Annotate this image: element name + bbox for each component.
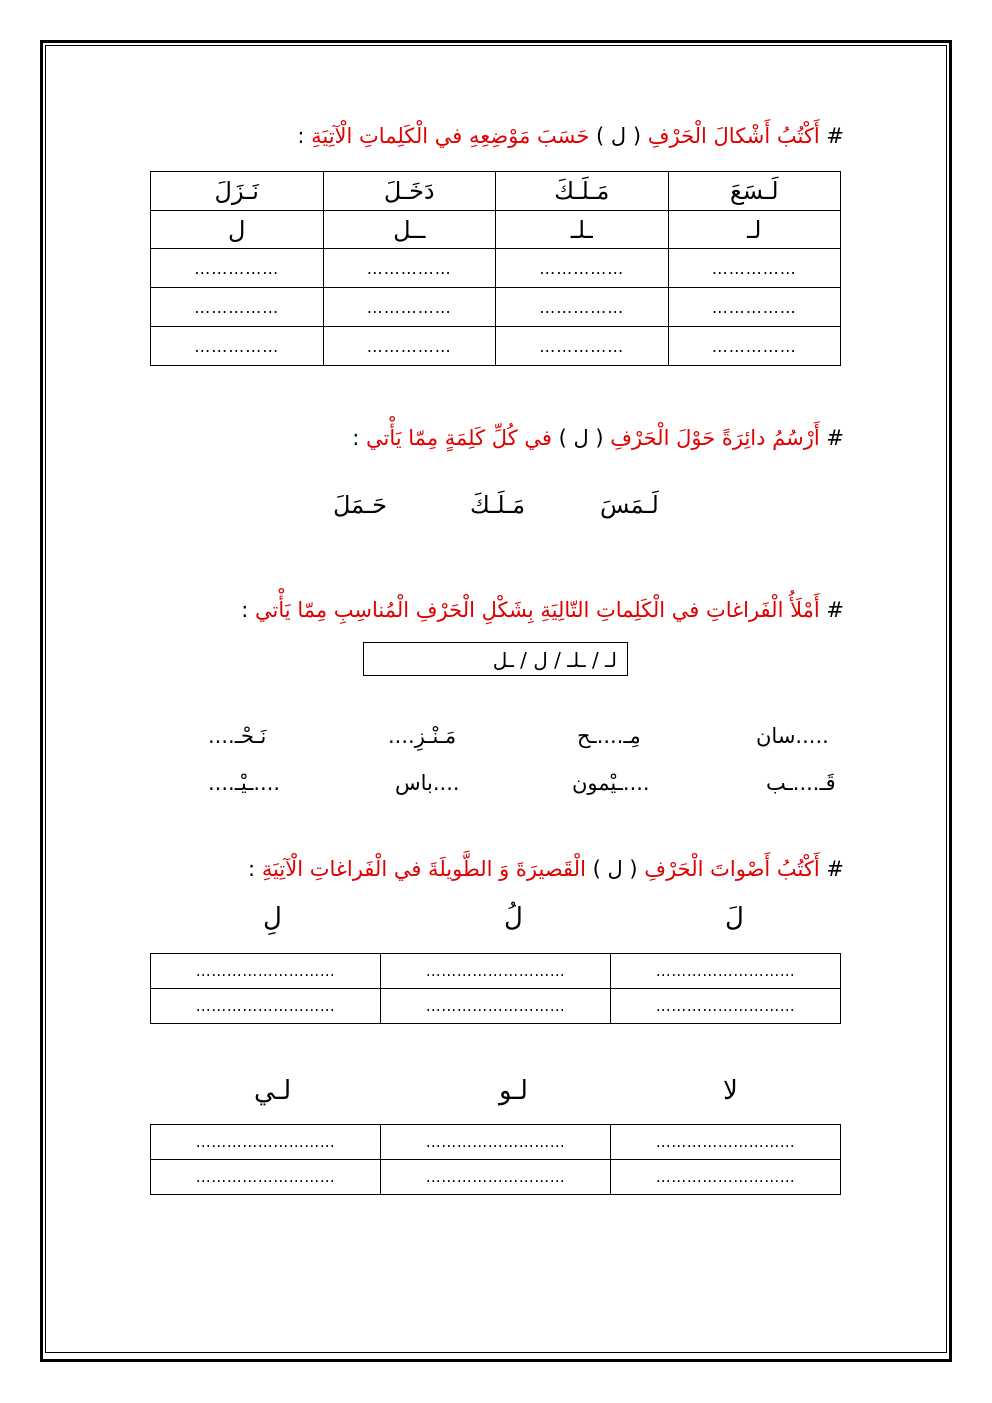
- table-cell-form: لـ: [668, 211, 841, 249]
- table-cell-word: مَـلَـكَ: [496, 172, 669, 211]
- long-vowel-letter: لـي: [254, 1076, 292, 1106]
- colon: :: [297, 124, 305, 148]
- blank-field[interactable]: ………………………: [611, 954, 841, 989]
- table-row-blanks: [151, 288, 841, 327]
- table-row-forms: [151, 211, 841, 249]
- section2-heading: [352, 424, 844, 452]
- short-vowel-letter: لُ: [504, 903, 523, 933]
- hash-mark: #: [826, 124, 844, 148]
- blank-field[interactable]: ……………: [323, 249, 496, 288]
- table-row: [151, 1125, 841, 1160]
- table-row-words: [151, 172, 841, 211]
- blank-field[interactable]: ………………………: [381, 1160, 611, 1195]
- table-row: [151, 954, 841, 989]
- table-row: [151, 1160, 841, 1195]
- blank-field[interactable]: ……………: [496, 249, 669, 288]
- hash-mark: #: [826, 857, 844, 881]
- blank-field[interactable]: ……………: [151, 327, 324, 366]
- table-cell-form: ل: [151, 211, 324, 249]
- fill-word[interactable]: ....ـيْمون: [572, 771, 650, 795]
- table-cell-word: نَـزَلَ: [151, 172, 324, 211]
- table-cell-form: ـلـ: [496, 211, 669, 249]
- blank-field[interactable]: ……………: [151, 249, 324, 288]
- colon: :: [352, 426, 360, 450]
- fill-word[interactable]: قَـ....ـب: [766, 771, 836, 795]
- blank-field[interactable]: ……………: [323, 288, 496, 327]
- blank-field[interactable]: ……………: [151, 288, 324, 327]
- circle-word[interactable]: حَـمَلَ: [333, 491, 387, 519]
- table-cell-form: ــل: [323, 211, 496, 249]
- blank-field[interactable]: ………………………: [611, 989, 841, 1024]
- table-row: [151, 989, 841, 1024]
- circle-word[interactable]: لَـمَسَ: [600, 491, 659, 519]
- blank-field[interactable]: ……………: [496, 288, 669, 327]
- letter-paren: ( ل ): [558, 426, 604, 450]
- blank-field[interactable]: ………………………: [381, 989, 611, 1024]
- section4-title: أَكْتُبُ أَصْواتَ الْحَرْفِ: [644, 857, 820, 881]
- table-cell-word: لَـسَعَ: [668, 172, 841, 211]
- blank-field[interactable]: ………………………: [151, 954, 381, 989]
- section4-title-rest: الْقَصيرَةَ وَ الطَّويلَةَ في الْفَراغاتِ الْآتِيَةِ: [261, 857, 586, 881]
- section3-heading: [241, 596, 844, 624]
- long-sounds-table: [150, 1124, 841, 1195]
- letter-options-box: لـ / ـلـ / ل / ـل: [363, 642, 628, 676]
- short-sounds-table: [150, 953, 841, 1024]
- hash-mark: #: [826, 598, 844, 622]
- section1-title: أَكْتُبُ أَشْكالَ الْحَرْفِ: [647, 124, 820, 148]
- section3-title: أَمْلَأُ الْفَراغاتِ في الْكَلِماتِ التّالِيَةِ بِشَكْلِ الْحَرْفِ الْمُناسِبِ مِمّا يَأْتي: [255, 598, 820, 622]
- blank-field[interactable]: ……………: [323, 327, 496, 366]
- short-vowel-letter: لِ: [263, 903, 282, 933]
- circle-word[interactable]: مَـلَـكَ: [470, 491, 526, 519]
- hash-mark: #: [826, 426, 844, 450]
- blank-field[interactable]: ………………………: [611, 1125, 841, 1160]
- letter-paren: ( ل ): [592, 857, 638, 881]
- fill-word[interactable]: ....ـيْـ....: [208, 771, 281, 795]
- blank-field[interactable]: ……………: [668, 327, 841, 366]
- fill-word[interactable]: نَـحْـ....: [208, 724, 267, 748]
- blank-field[interactable]: ………………………: [381, 954, 611, 989]
- letter-forms-table: [150, 171, 841, 366]
- blank-field[interactable]: ……………: [668, 249, 841, 288]
- long-vowel-letter: لا: [723, 1076, 738, 1106]
- fill-word[interactable]: ....باس: [395, 771, 460, 795]
- blank-field[interactable]: ………………………: [381, 1125, 611, 1160]
- section4-heading: [248, 855, 844, 883]
- blank-field[interactable]: ………………………: [151, 1160, 381, 1195]
- short-vowel-letter: لَ: [725, 903, 744, 933]
- section2-title: أَرْسُمُ دائِرَةً حَوْلَ الْحَرْفِ: [610, 426, 820, 450]
- fill-word[interactable]: مَـنْـزِ....: [388, 724, 457, 748]
- blank-field[interactable]: ……………: [668, 288, 841, 327]
- table-row-blanks: [151, 327, 841, 366]
- blank-field[interactable]: ………………………: [611, 1160, 841, 1195]
- blank-field[interactable]: ………………………: [151, 1125, 381, 1160]
- section2-title-rest: في كُلِّ كَلِمَةٍ مِمّا يَأْتي: [366, 426, 552, 450]
- letter-paren: ( ل ): [596, 124, 642, 148]
- blank-field[interactable]: ………………………: [151, 989, 381, 1024]
- colon: :: [241, 598, 249, 622]
- section1-title-rest: حَسَبَ مَوْضِعِهِ في الْكَلِماتِ الْآتِيَةِ: [311, 124, 590, 148]
- blank-field[interactable]: ……………: [496, 327, 669, 366]
- long-vowel-letter: لـو: [499, 1076, 528, 1106]
- colon: :: [248, 857, 256, 881]
- table-row-blanks: [151, 249, 841, 288]
- section1-heading: [297, 122, 844, 150]
- table-cell-word: دَخَـلَ: [323, 172, 496, 211]
- fill-word[interactable]: .....سان: [756, 724, 829, 748]
- fill-word[interactable]: مِـ....ـح: [577, 724, 641, 748]
